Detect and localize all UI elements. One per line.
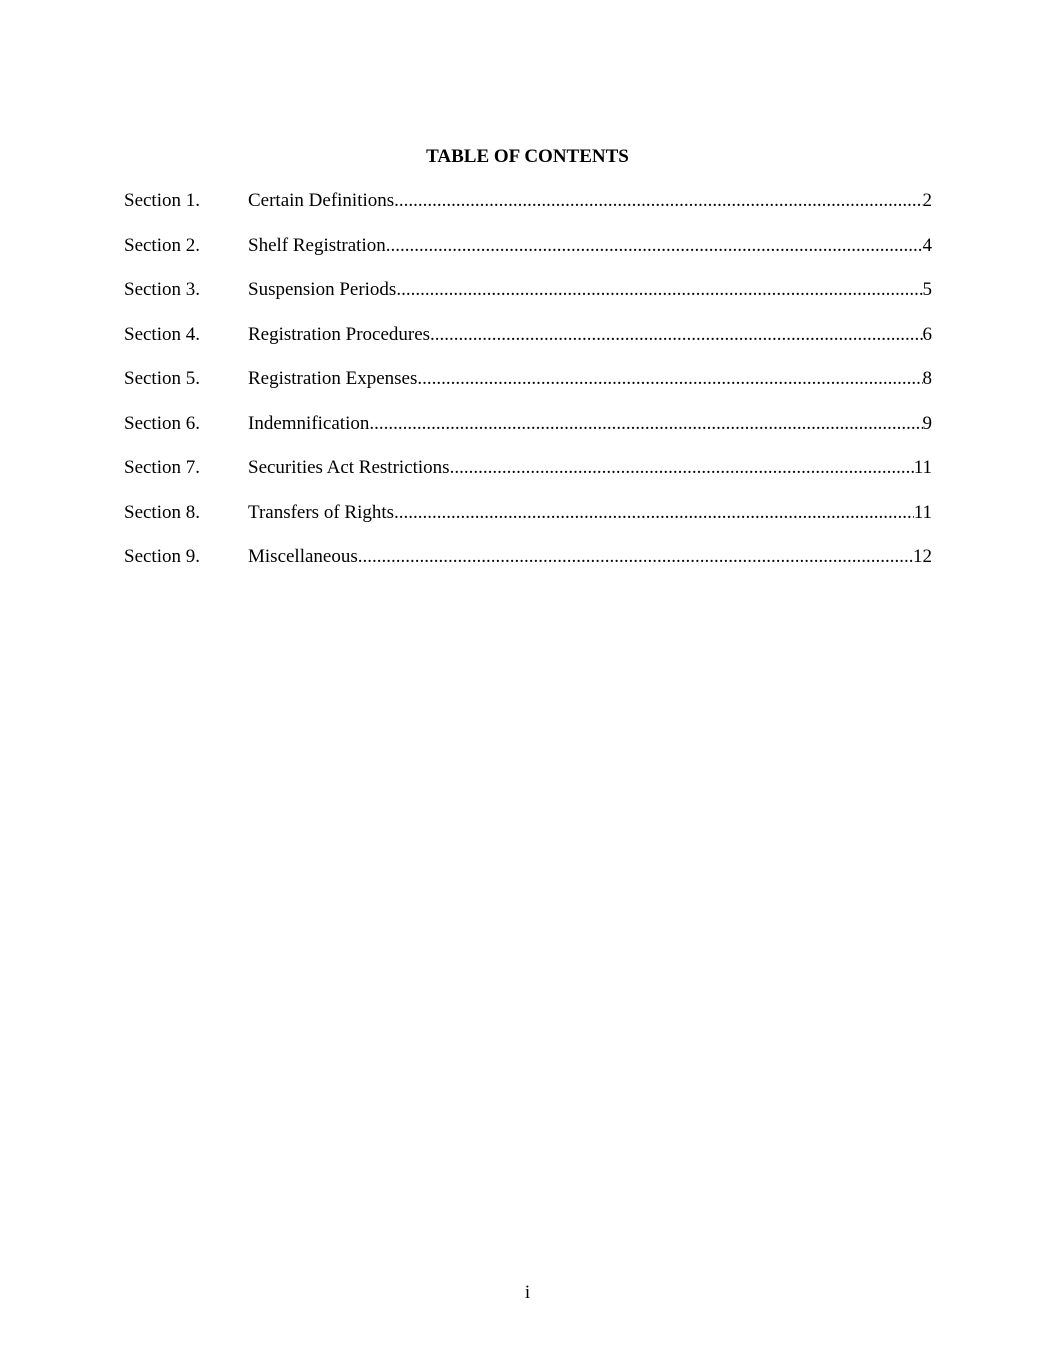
toc-title: Registration Expenses: [248, 368, 418, 389]
toc-link[interactable]: [248, 501, 932, 525]
toc-page-number: 6: [922, 323, 932, 345]
toc-section-number: Section 9.: [124, 546, 200, 567]
toc-row: [124, 189, 932, 234]
toc-page-number: 2: [922, 190, 932, 211]
toc-row: [124, 278, 932, 323]
toc-title: Indemnification: [248, 412, 370, 434]
toc-title: Securities Act Restrictions: [248, 457, 450, 478]
toc-link[interactable]: [248, 323, 932, 347]
toc-page-number: 11: [913, 501, 932, 523]
toc-section-number: Section 4.: [124, 323, 200, 345]
toc-link[interactable]: [248, 545, 932, 569]
toc-link[interactable]: [248, 234, 932, 258]
toc-title: Shelf Registration: [248, 234, 386, 256]
toc-section-number: Section 6.: [124, 412, 200, 434]
toc-title: Transfers of Rights: [248, 501, 395, 523]
dot-leader: [396, 278, 922, 302]
dot-leader: [417, 367, 922, 391]
toc-section-number: Section 5.: [124, 368, 200, 389]
toc-section-number: Section 3.: [124, 279, 200, 300]
toc-link[interactable]: [248, 278, 932, 302]
dot-leader: [369, 412, 922, 436]
toc-row: [124, 367, 932, 412]
toc-page-number: 11: [913, 457, 932, 478]
dot-leader: [394, 189, 922, 213]
toc-link[interactable]: [248, 367, 932, 391]
toc-row: [124, 412, 932, 457]
dot-leader: [394, 501, 914, 525]
dot-leader: [430, 323, 922, 347]
page-number: i: [524, 1282, 531, 1303]
toc-row: [124, 545, 932, 590]
toc-title: Registration Procedures: [248, 323, 431, 345]
toc-link[interactable]: [248, 456, 932, 480]
toc-page-number: 9: [922, 412, 932, 434]
table-of-contents: [124, 189, 932, 590]
toc-row: [124, 323, 932, 368]
dot-leader: [358, 545, 913, 569]
toc-section-number: Section 1.: [124, 190, 200, 211]
toc-link[interactable]: [248, 189, 932, 213]
dot-leader: [386, 234, 923, 258]
toc-title: Certain Definitions: [248, 190, 395, 211]
toc-title: Miscellaneous: [248, 546, 358, 567]
toc-row: [124, 234, 932, 279]
toc-link[interactable]: [248, 412, 932, 436]
toc-row: [124, 501, 932, 546]
dot-leader: [450, 456, 914, 480]
toc-page-number: 8: [922, 368, 932, 389]
toc-page-number: 12: [913, 546, 932, 567]
toc-section-number: Section 8.: [124, 501, 200, 523]
toc-section-number: Section 2.: [124, 234, 200, 256]
page-title: TABLE OF CONTENTS: [426, 146, 629, 167]
toc-page-number: 5: [922, 279, 932, 300]
toc-row: [124, 456, 932, 501]
toc-section-number: Section 7.: [124, 457, 200, 478]
toc-page-number: 4: [922, 234, 932, 256]
toc-title: Suspension Periods: [248, 279, 397, 300]
